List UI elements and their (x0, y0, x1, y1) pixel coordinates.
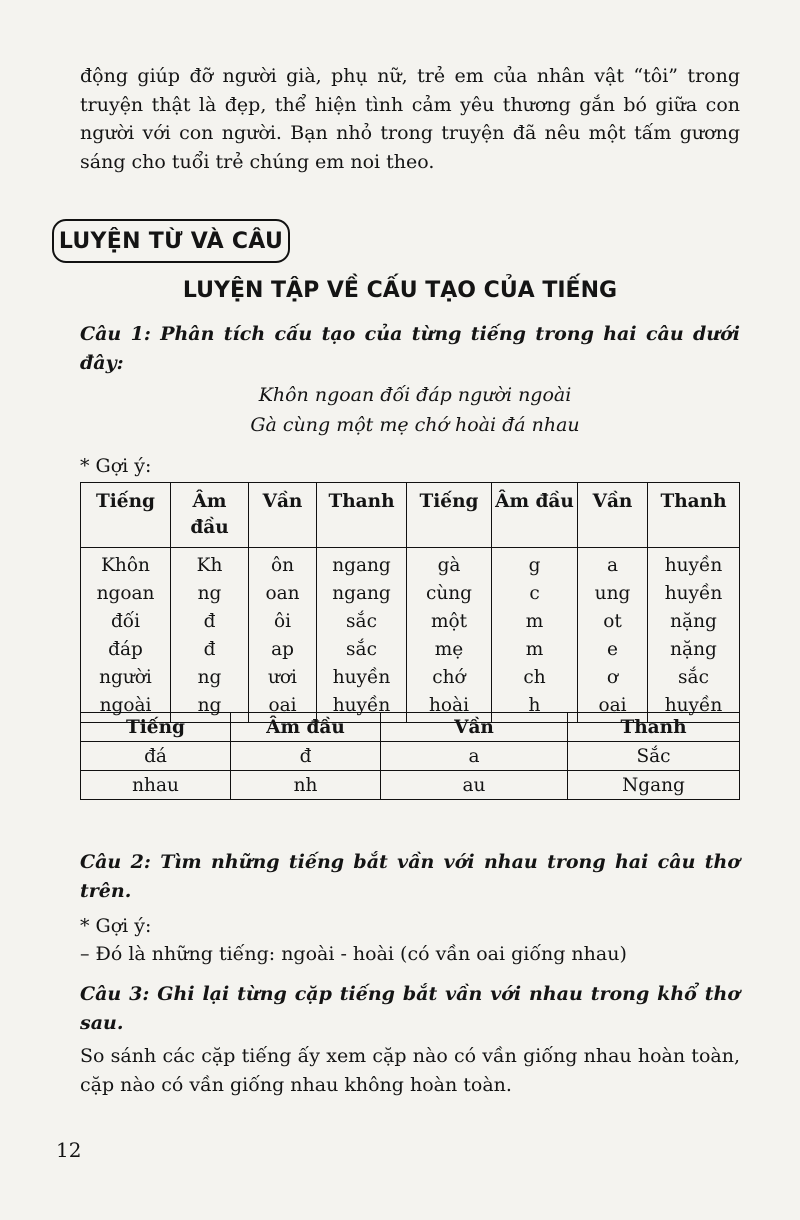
table-cell: a (606, 555, 619, 576)
table-cell: ap (271, 639, 294, 660)
column-header: Thanh (568, 713, 740, 742)
table-cell: oan (265, 583, 300, 604)
table-cell: mẹ (434, 639, 464, 660)
table-cell: gà (437, 555, 461, 576)
table-cell: e (607, 639, 618, 660)
column-header: Vần (578, 483, 648, 548)
column-header: Vần (381, 713, 568, 742)
table-cell: ngoan (96, 583, 155, 604)
syllable-analysis-table-2 (80, 712, 740, 800)
table-cell: sắc (346, 611, 377, 632)
table-cell: cùng (425, 583, 473, 604)
table-cell: đ (203, 639, 216, 660)
table-cell: oai (598, 695, 627, 716)
table-cell: ung (594, 583, 631, 604)
question-2: Câu 2: Tìm những tiếng bắt vần với nhau trong hai câu thơ trên. (80, 851, 740, 902)
poem-line: Gà cùng một mẹ chớ hoài đá nhau (250, 414, 580, 436)
table-cell: ng (197, 583, 222, 604)
column-header: Tiếng (407, 483, 492, 548)
table-cell: nặng (670, 611, 717, 632)
syllable-analysis-table (80, 482, 740, 723)
table-cell: người (99, 667, 152, 688)
table-cell: huyền (664, 695, 723, 716)
table-cell: ch (523, 667, 546, 688)
page-number: 12 (56, 1138, 82, 1162)
poem-line: Khôn ngoan đối đáp người ngoài (258, 384, 572, 406)
table-cell: đối (110, 611, 141, 632)
question-1: Câu 1: Phân tích cấu tạo của từng tiếng trong hai câu dưới đây: (80, 323, 740, 374)
question-3: Câu 3: Ghi lại từng cặp tiếng bắt vần với nhau trong khổ thơ sau. (80, 983, 740, 1034)
table-cell: a (381, 742, 568, 771)
table-cell: oai (268, 695, 297, 716)
table-cell: đáp (108, 639, 143, 660)
table-row (81, 771, 740, 800)
table-cell: Kh (196, 555, 223, 576)
table-cell: ngang (332, 583, 391, 604)
table-cell: Khôn (101, 555, 150, 576)
table-cell: huyền (332, 667, 391, 688)
column-thanh-left (317, 548, 407, 723)
column-thanh-right (648, 548, 740, 723)
table-cell: ng (197, 695, 222, 716)
table-header-row (81, 483, 740, 548)
table-cell: ng (197, 667, 222, 688)
table-cell: đá (81, 742, 231, 771)
table-cell: Ngang (568, 771, 740, 800)
column-tieng-right (407, 548, 492, 723)
column-am-dau-right (492, 548, 578, 723)
table-cell: huyền (664, 555, 723, 576)
table-row (81, 548, 740, 723)
column-header: Tiếng (81, 713, 231, 742)
column-header: Âm đầu (171, 483, 249, 548)
column-header: Thanh (648, 483, 740, 548)
lesson-title: LUYỆN TẬP VỀ CẤU TẠO CỦA TIẾNG (182, 278, 618, 303)
table-cell: g (528, 555, 541, 576)
paragraph-3: So sánh các cặp tiếng ấy xem cặp nào có vần giống nhau hoàn toàn, cặp nào có vần giống nhau không hoàn toàn. (80, 1045, 740, 1096)
table-cell: sắc (346, 639, 377, 660)
column-van-left (249, 548, 317, 723)
table-cell: c (529, 583, 540, 604)
hint-label: * Gợi ý: (80, 915, 152, 937)
table-cell: ngang (332, 555, 391, 576)
column-header: Âm đầu (492, 483, 578, 548)
table-cell: ôn (270, 555, 295, 576)
table-cell: m (525, 611, 544, 632)
column-tieng-left (81, 548, 171, 723)
table-header-row (81, 713, 740, 742)
column-header: Vần (249, 483, 317, 548)
answer-2: – Đó là những tiếng: ngoài - hoài (có vần oai giống nhau) (80, 943, 627, 965)
table-cell: m (525, 639, 544, 660)
column-header: Âm đầu (231, 713, 381, 742)
table-cell: Sắc (568, 742, 740, 771)
table-cell: huyền (332, 695, 391, 716)
table-cell: hoài (429, 695, 469, 716)
poem (0, 380, 800, 440)
column-header: Tiếng (81, 483, 171, 548)
column-header: Thanh (317, 483, 407, 548)
table-cell: h (528, 695, 541, 716)
table-cell: đ (231, 742, 381, 771)
section-title: LUYỆN TỪ VÀ CÂU (52, 219, 290, 263)
hint-label: * Gợi ý: (80, 455, 152, 477)
table-cell: nh (231, 771, 381, 800)
table-cell: ôi (273, 611, 292, 632)
table-cell: một (430, 611, 468, 632)
table-cell: sắc (678, 667, 709, 688)
table-cell: chớ (432, 667, 466, 688)
table-cell: huyền (664, 583, 723, 604)
column-am-dau-left (171, 548, 249, 723)
table-cell: ươi (268, 667, 297, 688)
table-row (81, 742, 740, 771)
table-cell: nặng (670, 639, 717, 660)
table-cell: nhau (81, 771, 231, 800)
table-cell: ơ (606, 667, 619, 688)
table-cell: au (381, 771, 568, 800)
table-cell: ot (603, 611, 622, 632)
column-van-right (578, 548, 648, 723)
intro-paragraph: động giúp đỡ người già, phụ nữ, trẻ em của nhân vật “tôi” trong truyện thật là đẹp, thể hiện tình cảm yêu thương gắn bó giữa con người với con người. Bạn nhỏ trong truyện đã nêu một tấm gương sáng cho tuổi trẻ chúng em noi theo. (80, 65, 740, 173)
table-cell: đ (203, 611, 216, 632)
table-cell: ngoài (99, 695, 152, 716)
